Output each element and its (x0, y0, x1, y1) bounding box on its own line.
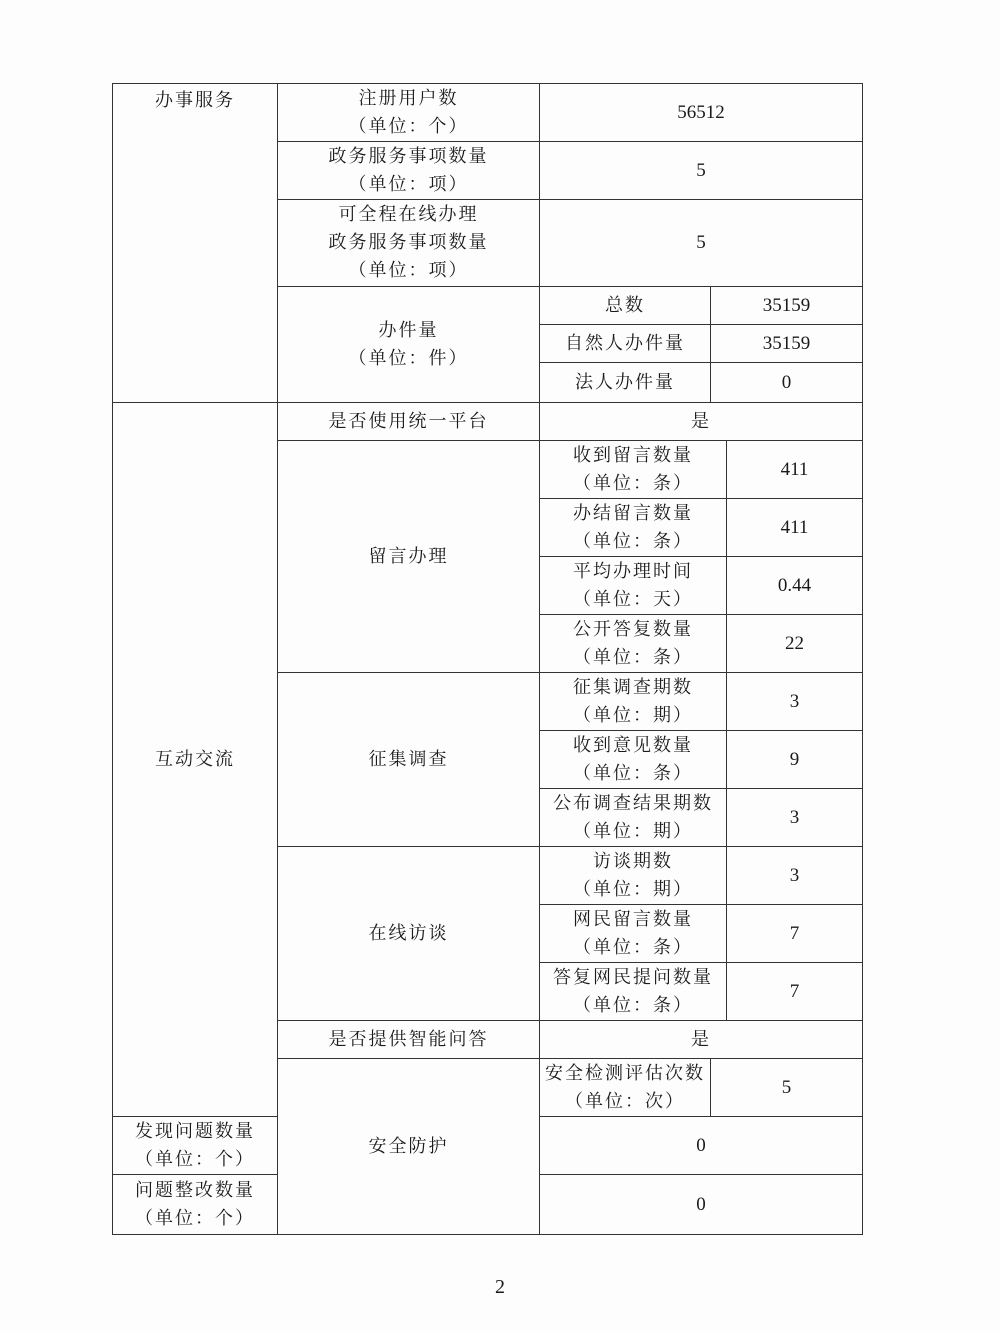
survey-row-label: 收到意见数量 （单位：条） (540, 731, 727, 789)
message-row-label: 公开答复数量 （单位：条） (540, 615, 727, 673)
service-items-label: 政务服务事项数量 （单位：项） (278, 142, 540, 200)
online-items-label: 可全程在线办理 政务服务事项数量 （单位：项） (278, 200, 540, 287)
category-security: 安全防护 (278, 1059, 540, 1235)
smart-qa-label: 是否提供智能问答 (278, 1021, 540, 1059)
messages-group-label: 留言办理 (278, 441, 540, 673)
handling-row-label: 总数 (540, 287, 711, 325)
survey-row-value: 9 (727, 731, 863, 789)
category-service: 办事服务 (113, 84, 278, 403)
message-row-label: 平均办理时间 （单位：天） (540, 557, 727, 615)
interview-group-label: 在线访谈 (278, 847, 540, 1021)
handling-label: 办件量 （单位：件） (278, 287, 540, 403)
interview-row-value: 3 (727, 847, 863, 905)
interview-row-label: 答复网民提问数量 （单位：条） (540, 963, 727, 1021)
unified-platform-label: 是否使用统一平台 (278, 403, 540, 441)
survey-group-label: 征集调查 (278, 673, 540, 847)
interview-row-label: 访谈期数 （单位：期） (540, 847, 727, 905)
interview-row-label: 网民留言数量 （单位：条） (540, 905, 727, 963)
security-row-label: 问题整改数量 （单位：个） (113, 1175, 278, 1235)
online-items-value: 5 (540, 200, 863, 287)
security-row-label: 发现问题数量 （单位：个） (113, 1117, 278, 1175)
security-row-value: 5 (711, 1059, 863, 1117)
smart-qa-value: 是 (540, 1021, 863, 1059)
registered-users-value: 56512 (540, 84, 863, 142)
handling-row-value: 35159 (711, 325, 863, 363)
handling-row-label: 法人办件量 (540, 363, 711, 403)
survey-row-value: 3 (727, 673, 863, 731)
message-row-label: 办结留言数量 （单位：条） (540, 499, 727, 557)
category-interaction: 互动交流 (113, 403, 278, 1117)
message-row-value: 22 (727, 615, 863, 673)
registered-users-label: 注册用户数 （单位：个） (278, 84, 540, 142)
message-row-label: 收到留言数量 （单位：条） (540, 441, 727, 499)
handling-row-label: 自然人办件量 (540, 325, 711, 363)
interview-row-value: 7 (727, 905, 863, 963)
page-number: 2 (495, 1276, 505, 1298)
unified-platform-value: 是 (540, 403, 863, 441)
message-row-value: 411 (727, 441, 863, 499)
security-row-value: 0 (540, 1117, 863, 1175)
handling-row-value: 35159 (711, 287, 863, 325)
survey-row-label: 公布调查结果期数 （单位：期） (540, 789, 727, 847)
security-row-value: 0 (540, 1175, 863, 1235)
message-row-value: 0.44 (727, 557, 863, 615)
handling-row-value: 0 (711, 363, 863, 403)
report-table (112, 83, 863, 1235)
message-row-value: 411 (727, 499, 863, 557)
survey-row-label: 征集调查期数 （单位：期） (540, 673, 727, 731)
interview-row-value: 7 (727, 963, 863, 1021)
security-row-label: 安全检测评估次数 （单位：次） (540, 1059, 711, 1117)
survey-row-value: 3 (727, 789, 863, 847)
service-items-value: 5 (540, 142, 863, 200)
